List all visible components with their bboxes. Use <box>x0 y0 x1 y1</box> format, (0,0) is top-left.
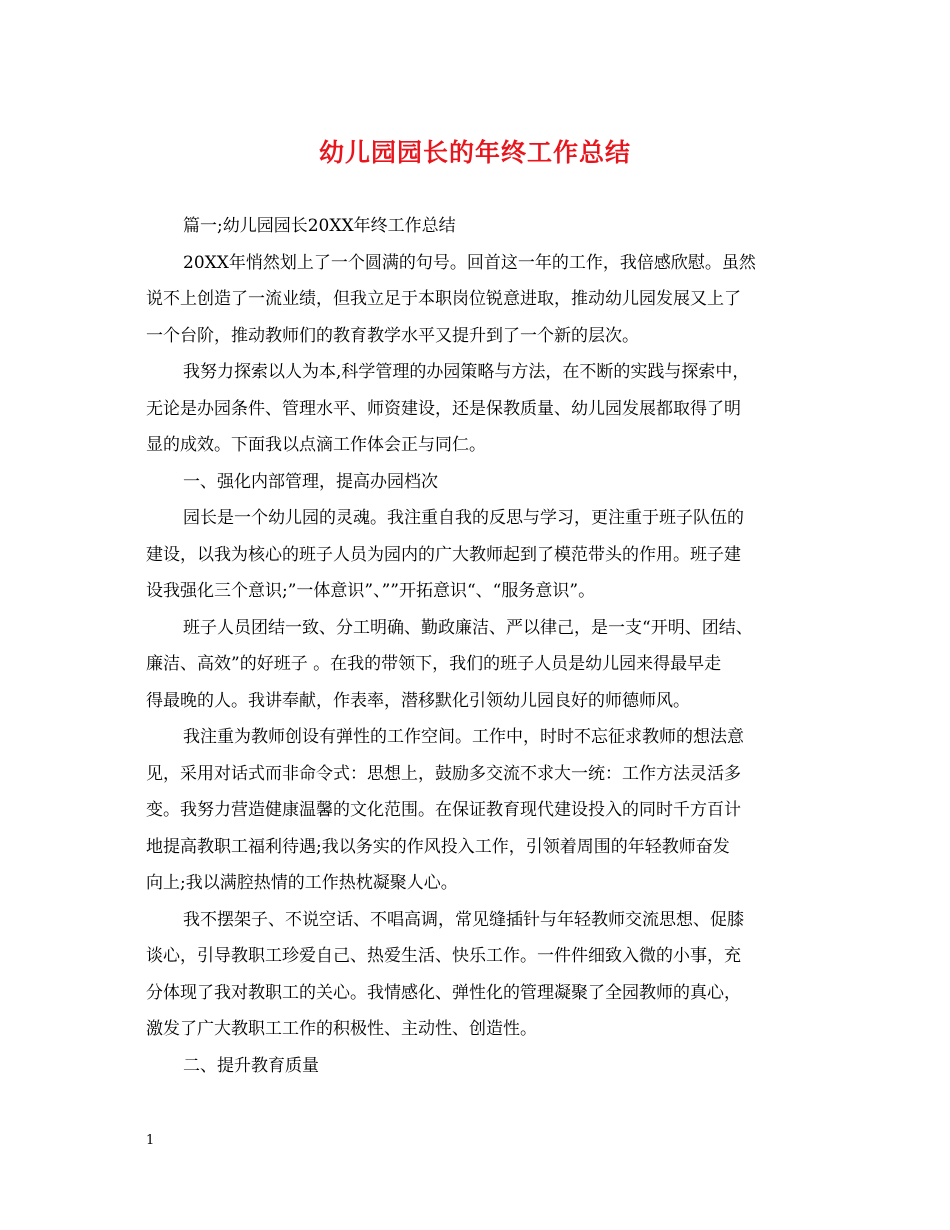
paragraph-line: 园长是一个幼儿园的灵魂。我注重自我的反思与学习，更注重于班子队伍的 <box>183 508 744 528</box>
paragraph-line: 班子人员团结一致、分工明确、勤政廉洁、严以律己，是一支“开明、团结、 <box>183 617 753 638</box>
paragraph-line: 一个台阶，推动教师们的教育教学水平又提升到了一个新的层次。 <box>146 325 639 346</box>
paragraph-line: 说不上创造了一流业绩，但我立足于本职岗位锐意进取，推动幼儿园发展又上了 <box>146 289 741 309</box>
paragraph-line: 得最晚的人。我讲奉献，作表率，潜移默化引领幼儿园良好的师德师风。 <box>146 690 690 711</box>
paragraph-line: 我努力探索以人为本,科学管理的办园策略与方法，在不断的实践与探索中， <box>183 362 750 382</box>
paragraph-line: 地提高教职工福利待遇;我以务实的作风投入工作，引领着周围的年轻教师奋发 <box>146 836 730 857</box>
paragraph-line: 20XX年悄然划上了一个圆满的句号。回首这一年的工作，我倍感欣慰。虽然 <box>183 252 756 273</box>
section-heading: 二、提升教育质量 <box>183 1055 319 1076</box>
paragraph-line: 设我强化三个意识;”一体意识”、””开拓意识“、“服务意识”。 <box>146 581 596 601</box>
paragraph-line: 向上;我以满腔热情的工作热枕凝聚人心。 <box>146 873 458 893</box>
paragraph-line: 廉洁、高效”的好班子 。在我的带领下，我们的班子人员是幼儿园来得最早走 <box>146 654 722 674</box>
paragraph-line: 变。我努力营造健康温馨的文化范围。在保证教育现代建设投入的同时千方百计 <box>146 800 741 820</box>
page-number: 1 <box>146 1133 155 1148</box>
paragraph-line: 激发了广大教职工工作的积极性、主动性、创造性。 <box>146 1019 537 1039</box>
paragraph-line: 显的成效。下面我以点滴工作体会正与同仁。 <box>146 435 486 455</box>
section-heading: 篇一;幼儿园园长20XX年终工作总结 <box>183 216 456 236</box>
document-body <box>146 208 811 1084</box>
paragraph-line: 无论是办园条件、管理水平、师资建设，还是保教质量、幼儿园发展都取得了明 <box>146 398 741 419</box>
paragraph-line: 见，采用对话式而非命令式：思想上，鼓励多交流不求大一统：工作方法灵活多 <box>146 763 741 784</box>
paragraph-line: 我注重为教师创设有弹性的工作空间。工作中，时时不忘征求教师的想法意 <box>183 727 744 747</box>
paragraph-line: 建设，以我为核心的班子人员为园内的广大教师起到了模范带头的作用。班子建 <box>146 544 741 565</box>
section-heading: 一、强化内部管理，提高办园档次 <box>183 471 438 492</box>
document-title: 幼儿园园长的年终工作总结 <box>318 138 631 167</box>
paragraph-line: 谈心，引导教职工珍爱自己、热爱生活、快乐工作。一件件细致入微的小事，充 <box>146 946 741 966</box>
paragraph-line: 我不摆架子、不说空话、不唱高调，常见缝插针与年轻教师交流思想、促膝 <box>183 909 744 930</box>
paragraph-line: 分体现了我对教职工的关心。我情感化、弹性化的管理凝聚了全园教师的真心， <box>146 982 741 1003</box>
